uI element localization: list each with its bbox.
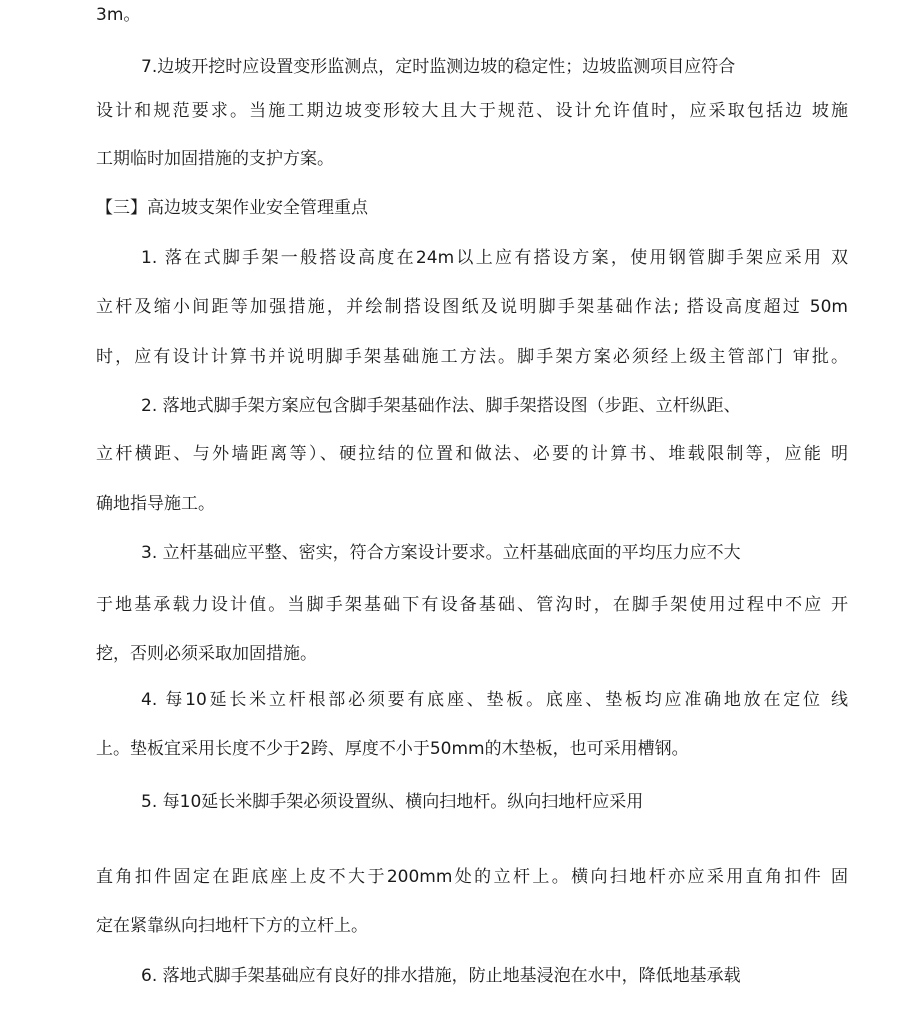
item-5-line-3: 定在紧靠纵向扫地杆下方的立杆上。 xyxy=(96,916,368,936)
item-5-line-2: 直角扣件固定在距底座上皮不大于200mm处的立杆上。横向扫地杆亦应采用直角扣件 固 xyxy=(96,867,848,887)
item-1-line-3: 时，应有设计计算书并说明脚手架基础施工方法。脚手架方案必须经上级主管部门 审批。 xyxy=(96,347,848,367)
item-1-line-1: 1. 落在式脚手架一般搭设高度在24m以上应有搭设方案，使用钢管脚手架应采用 双 xyxy=(141,248,848,268)
item-2-line-1: 2. 落地式脚手架方案应包含脚手架基础作法、脚手架搭设图（步距、立杆纵距、 xyxy=(141,396,741,416)
item-4-line-1: 4. 每10延长米立杆根部必须要有底座、垫板。底座、垫板均应准确地放在定位 线 xyxy=(141,690,848,710)
item-7-line-3: 工期临时加固措施的支护方案。 xyxy=(96,149,334,169)
item-7-line-1: 7.边坡开挖时应设置变形监测点，定时监测边坡的稳定性；边坡监测项目应符合 xyxy=(141,57,736,77)
item-1-line-2: 立杆及缩小间距等加强措施，并绘制搭设图纸及说明脚手架基础作法; 搭设高度超过 50m xyxy=(96,297,848,317)
item-7-line-2: 设计和规范要求。当施工期边坡变形较大且大于规范、设计允许值时，应采取包括边 坡施 xyxy=(96,101,848,121)
item-6-line-1: 6. 落地式脚手架基础应有良好的排水措施，防止地基浸泡在水中，降低地基承载 xyxy=(141,966,741,986)
section-heading: 【三】高边坡支架作业安全管理重点 xyxy=(96,198,368,218)
item-5-line-1: 5. 每10延长米脚手架必须设置纵、横向扫地杆。纵向扫地杆应采用 xyxy=(141,792,644,812)
item-3-line-3: 挖，否则必须采取加固措施。 xyxy=(96,644,317,664)
item-2-line-2: 立杆横距、与外墙距离等）、硬拉结的位置和做法、必要的计算书、堆载限制等，应能 明 xyxy=(96,444,848,464)
text-line-continuation: 3m。 xyxy=(96,5,141,25)
item-4-line-2: 上。垫板宜采用长度不少于2跨、厚度不小于50mm的木垫板，也可采用槽钢。 xyxy=(96,739,689,759)
item-3-line-1: 3. 立杆基础应平整、密实，符合方案设计要求。立杆基础底面的平均压力应不大 xyxy=(141,543,741,563)
item-3-line-2: 于地基承载力设计值。当脚手架基础下有设备基础、管沟时，在脚手架使用过程中不应 开 xyxy=(96,595,848,615)
item-2-line-3: 确地指导施工。 xyxy=(96,494,215,514)
